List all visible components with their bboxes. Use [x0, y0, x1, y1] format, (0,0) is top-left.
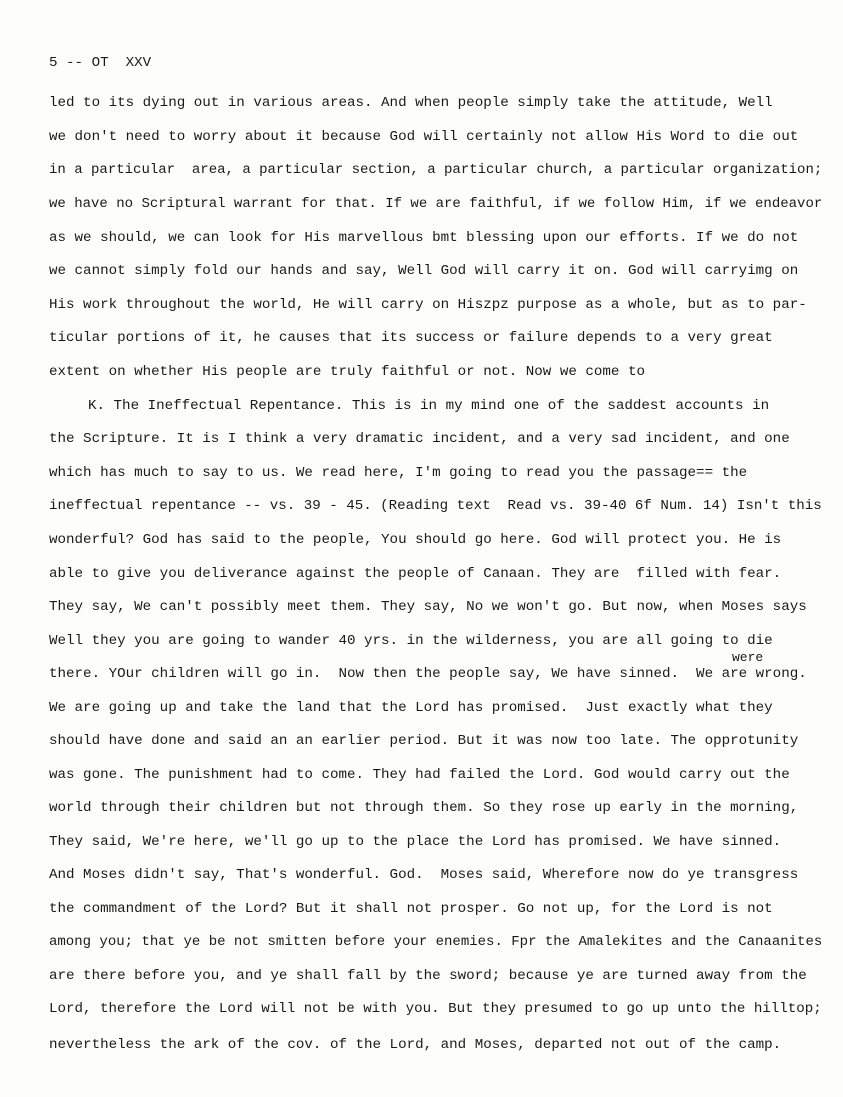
text-line: which has much to say to us. We read here, I'm going to read you the passage== the: [49, 465, 748, 481]
text-line: we cannot simply fold our hands and say, Well God will carry it on. God will carryimg on: [49, 263, 799, 279]
text-line: in a particular area, a particular section, a particular church, a particular organization;: [49, 162, 823, 178]
interlinear-insertion: were: [732, 650, 764, 665]
text-line: world through their children but not through them. So they rose up early in the morning,: [49, 800, 799, 816]
text-line: as we should, we can look for His marvellous bmt blessing upon our efforts. If we do not: [49, 230, 799, 246]
text-line: the commandment of the Lord? But it shall not prosper. Go not up, for the Lord is not: [49, 901, 773, 917]
text-line: They say, We can't possibly meet them. They say, No we won't go. But now, when Moses says: [49, 599, 807, 615]
text-line: Well they you are going to wander 40 yrs. in the wilderness, you are all going to die: [49, 633, 773, 649]
page-header: 5 -- OT XXV: [49, 55, 152, 71]
text-line: ticular portions of it, he causes that its success or failure depends to a very great: [49, 330, 773, 346]
text-line: We are going up and take the land that the Lord has promised. Just exactly what they: [49, 700, 773, 716]
text-line: nevertheless the ark of the cov. of the Lord, and Moses, departed not out of the camp.: [49, 1037, 782, 1053]
text-line: we don't need to worry about it because God will certainly not allow His Word to die out: [49, 129, 799, 145]
text-line: extent on whether His people are truly faithful or not. Now we come to: [49, 364, 645, 380]
text-line: His work throughout the world, He will carry on Hiszpz purpose as a whole, but as to par-: [49, 297, 807, 313]
text-line: And Moses didn't say, That's wonderful. God. Moses said, Wherefore now do ye transgress: [49, 867, 799, 883]
text-line: able to give you deliverance against the people of Canaan. They are filled with fear.: [49, 566, 782, 582]
text-line: was gone. The punishment had to come. They had failed the Lord. God would carry out the: [49, 767, 790, 783]
text-line: there. YOur children will go in. Now then the people say, We have sinned. We are wrong.: [49, 666, 807, 682]
text-line: Lord, therefore the Lord will not be with you. But they presumed to go up unto the hilltop;: [49, 1001, 822, 1017]
text-line: ineffectual repentance -- vs. 39 - 45. (Reading text Read vs. 39-40 6f Num. 14) Isn't this: [49, 498, 822, 514]
text-line: should have done and said an an earlier period. But it was now too late. The opprotunity: [49, 733, 799, 749]
text-line: led to its dying out in various areas. And when people simply take the attitude, Well: [49, 95, 773, 111]
text-line: the Scripture. It is I think a very dramatic incident, and a very sad incident, and one: [49, 431, 790, 447]
text-line: They said, We're here, we'll go up to the place the Lord has promised. We have sinned.: [49, 834, 782, 850]
text-line: we have no Scriptural warrant for that. If we are faithful, if we follow Him, if we endeavor: [49, 196, 823, 212]
text-line: among you; that ye be not smitten before your enemies. Fpr the Amalekites and the Canaanites: [49, 934, 823, 950]
section-heading-line: K. The Ineffectual Repentance. This is in my mind one of the saddest accounts in: [88, 398, 770, 414]
text-line: wonderful? God has said to the people, You should go here. God will protect you. He is: [49, 532, 782, 548]
text-line: are there before you, and ye shall fall by the sword; because ye are turned away from the: [49, 968, 807, 984]
